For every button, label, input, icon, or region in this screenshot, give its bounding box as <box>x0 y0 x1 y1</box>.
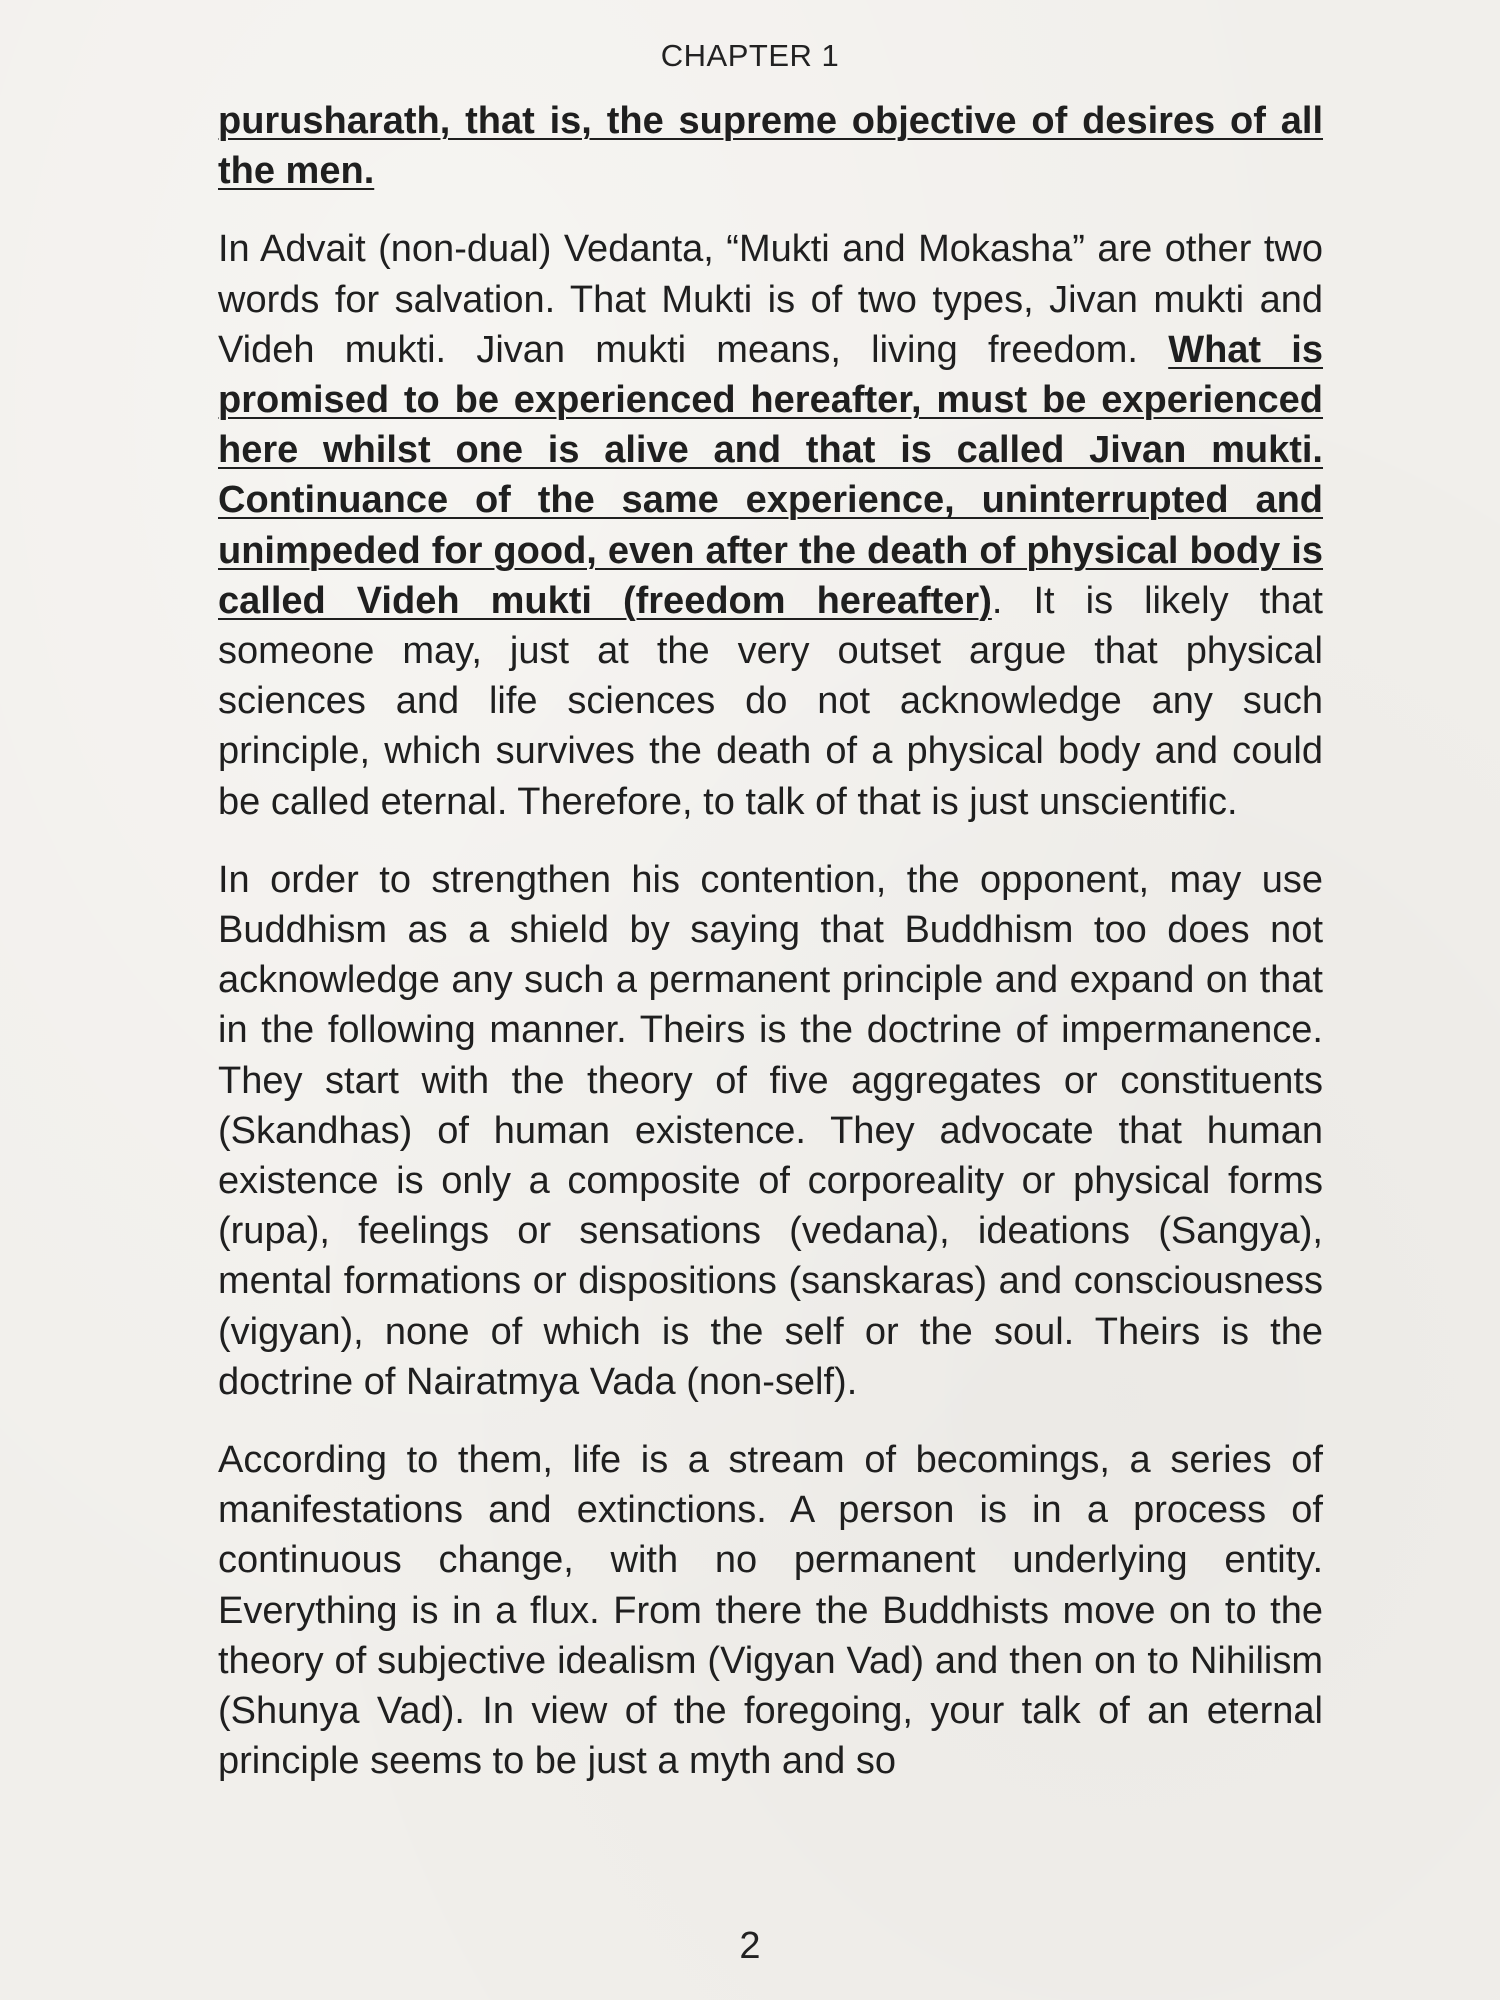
page-number: 2 <box>739 1925 761 1967</box>
body-text <box>218 96 1323 1815</box>
paragraph-2 <box>218 224 1323 826</box>
emphasized-text: What is promised to be experienced hereafter, must be experienced here whilst one is alive and that is called Jivan mukti. Continuance of the same experience, uninterrupted and unimpeded for good, even after the death of physical body is called Videh mukti (freedom hereafter) <box>218 328 1323 622</box>
emphasized-text: purusharath, that is, the supreme objective of desires of all the men. <box>218 100 1323 193</box>
paragraph-2-text-before: In Advait (non-dual) Vedanta, “Mukti and Mokasha” are other two words for salvation. That Mukti is of two types, Jivan mukti and Videh mukti. Jivan mukti means, living freedom. <box>218 228 1323 371</box>
paragraph-3: In order to strengthen his contention, the opponent, may use Buddhism as a shield by saying that Buddhism too does not acknowledge any such a permanent principle and expand on that in the following manner. Theirs is the doctrine of impermanence. They start with the theory of five aggregates or constituents (Skandhas) of human existence. They advocate that human existence is only a composite of corporeality or physical forms (rupa), feelings or sensations (vedana), ideations (Sangya), mental formations or dispositions (sanskaras) and consciousness (vigyan), none of which is the self or the soul. Theirs is the doctrine of Nairatmya Vada (non-self). <box>218 858 1323 1403</box>
running-head: CHAPTER 1 <box>660 38 840 73</box>
paragraph-2-text-after: . It is likely that someone may, just at the very outset argue that physical sciences and life sciences do not acknowledge any such principle, which survives the death of a physical body and could be called eternal. Therefore, to talk of that is just unscientific. <box>218 579 1323 823</box>
paragraph-4: According to them, life is a stream of becomings, a series of manifestations and extinctions. A person is in a process of continuous change, with no permanent underlying entity. Everything is in a flux. From there the Buddhists move on to the theory of subjective idealism (Vigyan Vad) and then on to Nihilism (Shunya Vad). In view of the foregoing, your talk of an eternal principle seems to be just a myth and so <box>218 1439 1323 1783</box>
paragraph-1 <box>218 96 1323 196</box>
